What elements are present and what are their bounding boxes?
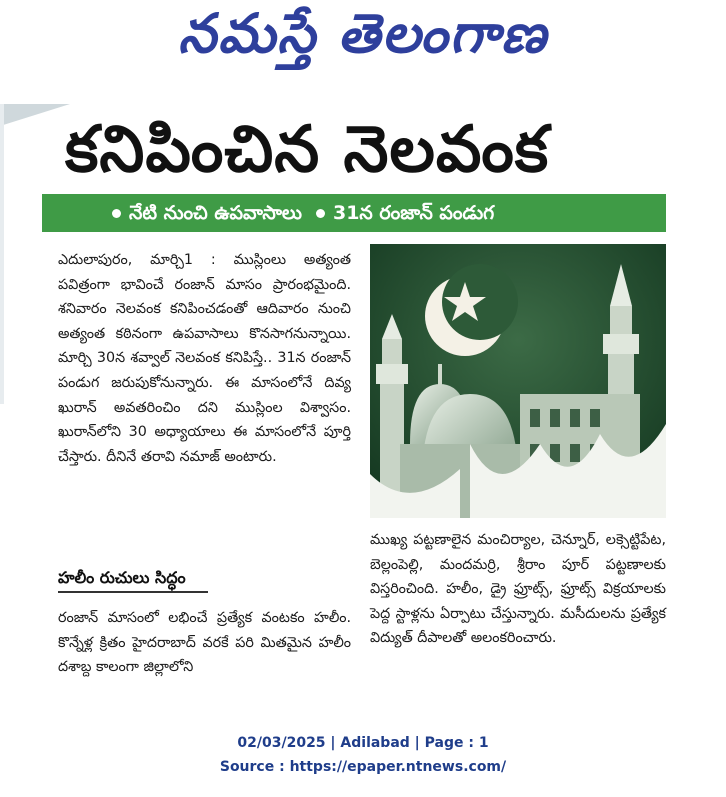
article-paragraph: రంజాన్ మాసంలో లభించే ప్రత్యేక వంటకం హలీం. కొన్నేళ్ల క్రితం హైదరాబాద్ వరకే పరి మితమైన హలీం దశాబ్ద కాలంగా జిల్లాలోని [58, 610, 351, 676]
bullet-icon [316, 209, 325, 218]
article-paragraph: ఎదులాపురం, మార్చి1 : ముస్లింలు అత్యంత పవిత్రంగా భావించే రంజాన్ మాసం ప్రారంభమైంది. శనివారం నెలవంక కనిపించడంతో ఆదివారం నుంచి అత్యంత కఠినంగా ఉపవాసాలు కొనసాగనున్నాయి. మార్చి 30న శవ్వాల్ నెలవంక కనిపిస్తే.. 31న రంజాన్ పండుగ జరుపుకోనున్నారు. ఈ మాసంలోనే దివ్య ఖురాన్ అవతరించిం దని ముస్లింల విశ్వాసం. ఖురాన్‌లోని 30 అధ్యాయాలు ఈ మాసంలోనే పూర్తి చేస్తారు. దీనినే తరావి నమాజ్ అంటారు. [58, 252, 351, 465]
newspaper-logo: నమస్తే తెలంగాణ [178, 2, 548, 65]
masthead [0, 0, 726, 75]
subheading-underline [58, 591, 208, 593]
section-subheading: హలీం రుచులు సిద్ధం [58, 568, 186, 587]
bullet-icon [112, 209, 121, 218]
edition-info: 02/03/2025 | Adilabad | Page : 1 [237, 735, 489, 751]
article-body-left-continued [58, 606, 351, 680]
article-body-left [58, 248, 351, 469]
article-paragraph: ముఖ్య పట్టణాలైన మంచిర్యాల, చెన్నూర్, లక్సెట్టిపేట, బెల్లంపెల్లి, మందమర్రి, శ్రీరాం పూర్ పట్టణాలకు విస్తరించింది. హలీం, డ్రై ఫ్రూట్స్, ఫ్రూట్స్ విక్రయాలకు పెద్ద స్టాళ్లను ఏర్పాటు చేస్తున్నారు. మసీదులను ప్రత్యేక విద్యుత్ దీపాలతో అలంకరించారు. [370, 532, 666, 647]
banner-item-1: నేటి నుంచి ఉపవాసాలు [129, 202, 302, 224]
mosque-crescent-photo [370, 244, 666, 518]
source-link[interactable]: Source : https://epaper.ntnews.com/ [219, 759, 507, 775]
article-body-right [370, 528, 666, 651]
decorative-corner [0, 104, 70, 126]
subheadline-banner [42, 194, 666, 232]
decorative-edge [0, 104, 4, 404]
article-headline: కనిపించిన నెలవంక [65, 113, 550, 187]
banner-item-2: 31న రంజాన్ పండుగ [332, 202, 495, 224]
